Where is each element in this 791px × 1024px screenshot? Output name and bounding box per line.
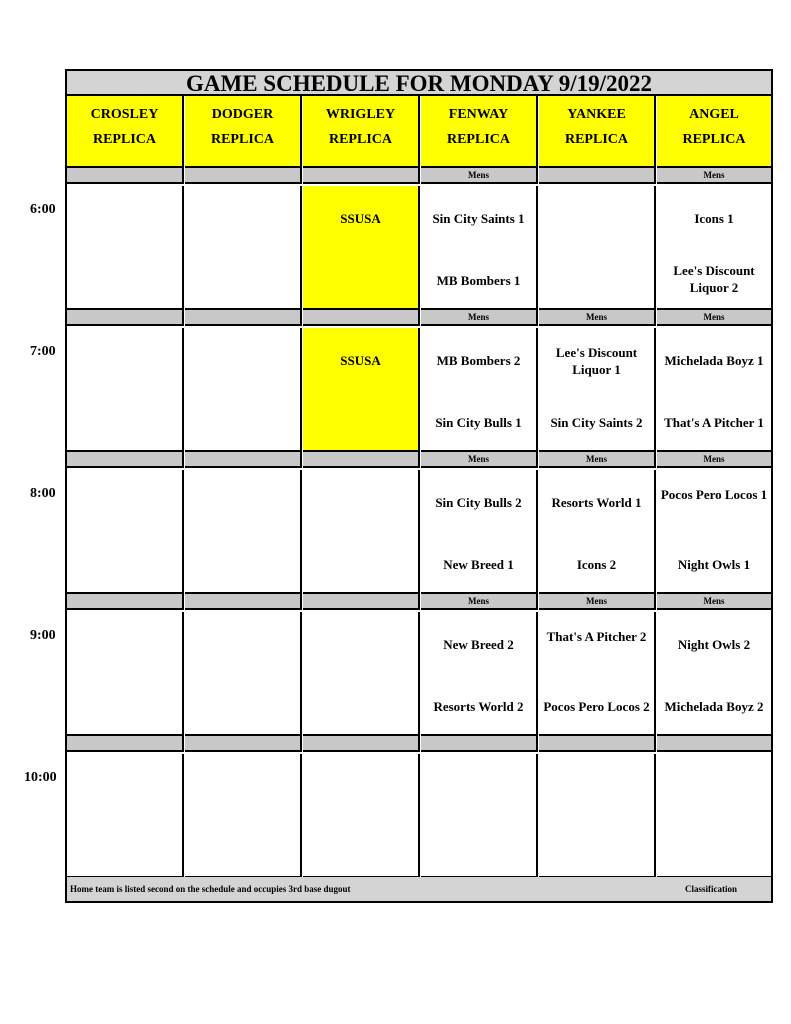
time-label: 6:00 bbox=[30, 202, 56, 217]
game-slot bbox=[303, 470, 420, 594]
classification-cell bbox=[67, 168, 184, 184]
field-header-1 bbox=[185, 96, 302, 168]
game-slot bbox=[185, 186, 302, 310]
game-slot bbox=[657, 612, 771, 736]
team-visitor: Lee's Discount Liquor 1 bbox=[555, 345, 638, 377]
team-home: That's A Pitcher 1 bbox=[664, 415, 764, 430]
team-home: Michelada Boyz 2 bbox=[664, 699, 764, 714]
team-home: Night Owls 1 bbox=[677, 557, 751, 572]
field-header-2 bbox=[303, 96, 420, 168]
time-label: 9:00 bbox=[30, 628, 56, 643]
game-slot bbox=[303, 612, 420, 736]
team-home: MB Bombers 1 bbox=[436, 273, 521, 288]
game-slot bbox=[421, 612, 538, 736]
game-slot bbox=[67, 754, 184, 878]
game-slot bbox=[539, 470, 656, 594]
team-home: Lee's Discount Liquor 2 bbox=[673, 263, 755, 295]
classification-cell: Mens bbox=[421, 452, 538, 468]
team-home: New Breed 1 bbox=[443, 557, 514, 572]
classification-cell bbox=[185, 310, 302, 326]
team-home: Resorts World 2 bbox=[433, 699, 524, 714]
game-slot bbox=[67, 328, 184, 452]
game-slot bbox=[67, 186, 184, 310]
classification-cell: Mens bbox=[539, 310, 656, 326]
classification-cell: Mens bbox=[421, 168, 538, 184]
classification-cell bbox=[657, 736, 771, 752]
classification-cell: Mens bbox=[539, 452, 656, 468]
classification-cell bbox=[185, 594, 302, 610]
team-home: Sin City Bulls 1 bbox=[435, 415, 522, 430]
team-visitor: Night Owls 2 bbox=[677, 637, 751, 652]
game-slot bbox=[67, 470, 184, 594]
team-visitor: Sin City Bulls 2 bbox=[435, 495, 522, 510]
classification-cell bbox=[539, 168, 656, 184]
classification-cell bbox=[303, 452, 420, 468]
team-visitor: That's A Pitcher 2 bbox=[546, 629, 647, 644]
classification-cell bbox=[303, 736, 420, 752]
game-slot bbox=[539, 754, 656, 878]
game-slot bbox=[421, 186, 538, 310]
classification-cell: Mens bbox=[421, 594, 538, 610]
classification-cell: Mens bbox=[539, 594, 656, 610]
field-header-3 bbox=[421, 96, 538, 168]
classification-cell bbox=[185, 736, 302, 752]
home-team-note: Home team is listed second on the schedule and occupies 3rd base dugout bbox=[70, 884, 351, 894]
game-slot bbox=[421, 754, 538, 878]
classification-cell bbox=[303, 594, 420, 610]
classification-label: Classification bbox=[685, 884, 738, 894]
game-slot bbox=[657, 186, 771, 310]
team-visitor: Sin City Saints 1 bbox=[432, 211, 525, 226]
field-type: REPLICA bbox=[328, 132, 392, 147]
footer-bar bbox=[67, 877, 771, 901]
team-visitor: SSUSA bbox=[340, 353, 381, 368]
field-name: CROSLEY bbox=[90, 107, 159, 122]
team-visitor: Icons 1 bbox=[694, 211, 734, 226]
team-visitor: Resorts World 1 bbox=[551, 495, 642, 510]
team-home: Pocos Pero Locos 2 bbox=[543, 699, 650, 714]
schedule-sheet bbox=[65, 69, 773, 903]
game-slot bbox=[303, 754, 420, 878]
team-home: Sin City Saints 2 bbox=[550, 415, 643, 430]
classification-cell: Mens bbox=[657, 168, 771, 184]
game-slot bbox=[539, 186, 656, 310]
classification-cell: Mens bbox=[421, 310, 538, 326]
game-slot bbox=[67, 612, 184, 736]
team-visitor: SSUSA bbox=[340, 211, 381, 226]
classification-cell bbox=[67, 736, 184, 752]
field-name: FENWAY bbox=[448, 107, 509, 122]
game-slot bbox=[185, 612, 302, 736]
game-slot bbox=[539, 328, 656, 452]
classification-cell bbox=[67, 310, 184, 326]
team-visitor: MB Bombers 2 bbox=[436, 353, 521, 368]
field-header-5 bbox=[657, 96, 771, 168]
team-visitor: Pocos Pero Locos 1 bbox=[660, 487, 768, 502]
team-visitor: New Breed 2 bbox=[443, 637, 514, 652]
game-slot bbox=[421, 470, 538, 594]
field-type: REPLICA bbox=[564, 132, 628, 147]
game-slot bbox=[657, 754, 771, 878]
classification-cell: Mens bbox=[657, 452, 771, 468]
classification-cell bbox=[539, 736, 656, 752]
team-home: Icons 2 bbox=[576, 557, 617, 572]
game-slot bbox=[303, 186, 420, 310]
game-slot bbox=[303, 328, 420, 452]
game-slot bbox=[657, 470, 771, 594]
time-label: 10:00 bbox=[24, 770, 57, 785]
field-type: REPLICA bbox=[446, 132, 510, 147]
classification-cell bbox=[185, 452, 302, 468]
time-label: 8:00 bbox=[30, 486, 56, 501]
field-header-0 bbox=[67, 96, 184, 168]
classification-cell bbox=[67, 594, 184, 610]
game-slot bbox=[185, 470, 302, 594]
classification-cell: Mens bbox=[657, 594, 771, 610]
time-label: 7:00 bbox=[30, 344, 56, 359]
game-slot bbox=[185, 328, 302, 452]
schedule-title: GAME SCHEDULE FOR MONDAY 9/19/2022 bbox=[67, 71, 771, 96]
classification-cell bbox=[185, 168, 302, 184]
field-type: REPLICA bbox=[92, 132, 156, 147]
classification-cell bbox=[303, 310, 420, 326]
game-slot bbox=[657, 328, 771, 452]
classification-cell bbox=[303, 168, 420, 184]
field-name: ANGEL bbox=[689, 107, 739, 122]
game-slot bbox=[421, 328, 538, 452]
classification-cell bbox=[67, 452, 184, 468]
game-slot bbox=[185, 754, 302, 878]
field-name: DODGER bbox=[211, 107, 274, 122]
field-type: REPLICA bbox=[682, 132, 746, 147]
field-name: YANKEE bbox=[567, 107, 626, 122]
team-visitor: Michelada Boyz 1 bbox=[664, 353, 764, 368]
classification-cell bbox=[421, 736, 538, 752]
game-slot bbox=[539, 612, 656, 736]
field-header-4 bbox=[539, 96, 656, 168]
field-name: WRIGLEY bbox=[325, 107, 396, 122]
field-type: REPLICA bbox=[210, 132, 274, 147]
classification-cell: Mens bbox=[657, 310, 771, 326]
